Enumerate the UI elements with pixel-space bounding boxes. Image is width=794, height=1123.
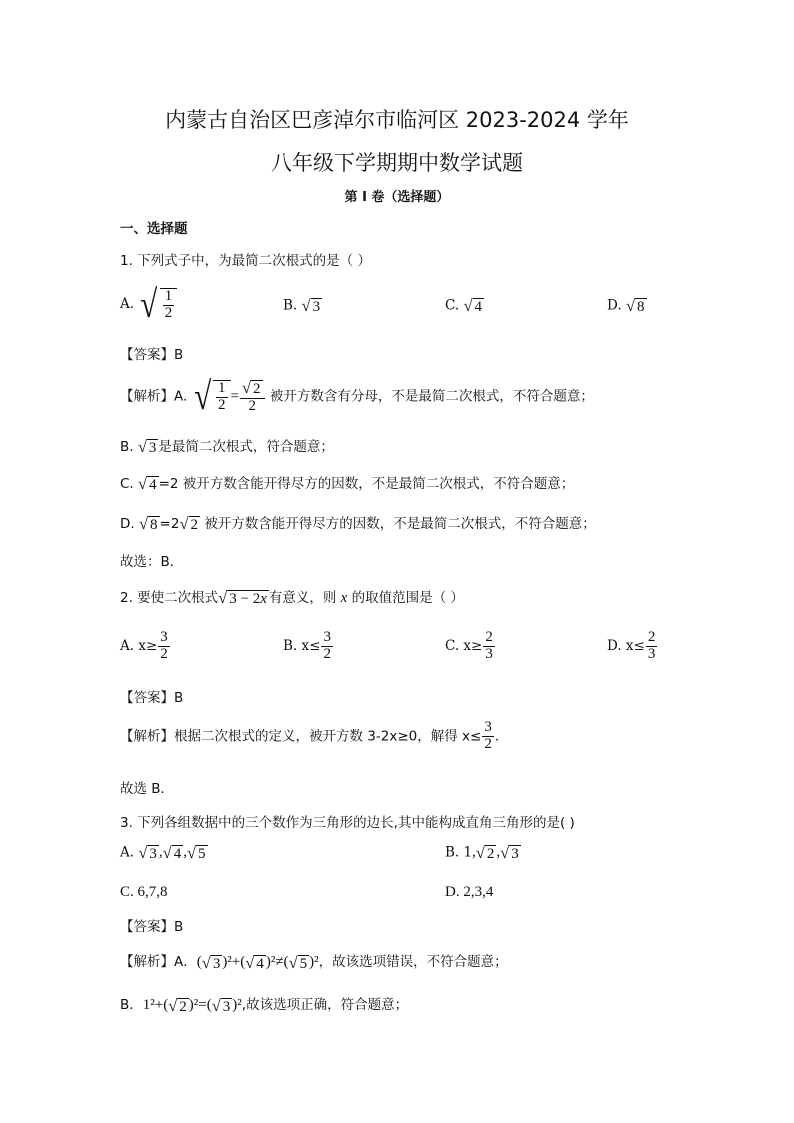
fraction: $\frac{2}{3}$ — [485, 629, 493, 662]
sqrt-expression: √ 8 — [625, 296, 645, 315]
sqrt-expression: √ 4 — [463, 296, 482, 315]
section-heading: 一、选择题 — [120, 221, 188, 237]
stem-text: 2. 要使二次根式 — [120, 590, 219, 606]
q2-option-c — [445, 630, 496, 663]
sqrt-expression: √ 3 — [301, 296, 321, 315]
sqrt-expression: √ $\frac{1}{2}$ — [138, 285, 177, 324]
period: ． — [494, 728, 509, 745]
option-label: D. — [120, 516, 135, 532]
q2-explanation — [120, 720, 508, 753]
q3-option-d: D. 2,3,4 — [445, 884, 494, 900]
option-label: D. x≤ — [607, 637, 645, 654]
sqrt-expression: √ 3 — [137, 437, 157, 456]
stem-text: 有意义，则 — [268, 590, 337, 606]
option-label: B. — [283, 297, 298, 314]
q2-option-b — [283, 630, 334, 663]
option-label: B. 1 — [445, 844, 473, 861]
q2-option-d — [607, 630, 658, 663]
q1-option-c — [445, 296, 484, 316]
fraction: $\frac{2}{3}$ — [647, 629, 656, 662]
option-label: C. — [120, 476, 134, 492]
explanation-text: 被开方数含能开得尽方的因数，不是最简二次根式，不符合题意； — [204, 516, 596, 532]
q1-option-a — [120, 285, 177, 324]
option-label: A. x≥ — [120, 637, 158, 654]
q3-stem: 3. 下列各组数据中的三个数作为三角形的边长,其中能构成直角三角形的是( ) — [120, 815, 575, 831]
q2-conclusion: 故选 B． — [120, 781, 175, 797]
q3-option-a: A. √ 3 ,√ 4 ,√ 5 — [120, 843, 206, 862]
explanation-text: 被开方数含有分母，不是最简二次根式，不符合题意； — [269, 388, 594, 405]
fraction: $\frac{3}{2}$ — [160, 629, 168, 662]
sqrt-expression: √ 3 − 2x — [218, 588, 267, 607]
equals-text: =2 — [159, 516, 180, 532]
explanation-tag: 【解析】A． — [120, 954, 197, 970]
q1-conclusion: 故选：B． — [120, 554, 184, 570]
explanation-text: 是最简二次根式，符合题意； — [158, 439, 334, 455]
q3-answer: 【答案】B — [120, 919, 184, 935]
sqrt-expression: √ 2 — [179, 514, 199, 533]
stem-text: 的取值范围是（ ） — [351, 590, 464, 606]
explanation-text: ,故该选项正确，符合题意； — [241, 997, 409, 1013]
option-label: C. x≥ — [445, 637, 483, 654]
q3-explanation-a: 【解析】A．(√ 3 )²+(√ 4 )²≠(√ 5 )²，故该选项错误，不符合题意； — [120, 952, 508, 972]
sqrt-expression: √ $\frac{1}{2}$ — [192, 377, 231, 416]
explanation-text: 【解析】根据二次根式的定义，被开方数 3-2x≥0，解得 x≤ — [120, 728, 482, 745]
fraction: $\frac{√ 2}{2}$ — [240, 379, 265, 415]
fraction: $\frac{3}{2}$ — [323, 629, 331, 662]
q3-option-b: B. 1,√ 2 ,√ 3 — [445, 843, 519, 862]
explanation-text: ，故该选项错误，不符合题意； — [318, 954, 508, 970]
option-label: B. — [120, 439, 134, 455]
q1-explanation-d — [120, 512, 596, 534]
option-label: C. — [445, 297, 460, 314]
option-label: B. x≤ — [283, 637, 321, 654]
q1-explanation-b — [120, 435, 334, 457]
q3-option-c: C. 6,7,8 — [120, 884, 168, 900]
q1-answer: 【答案】B — [120, 347, 184, 363]
q2-option-a — [120, 630, 171, 663]
fraction: $\frac{3}{2}$ — [484, 719, 492, 752]
explanation-tag: B． — [120, 997, 143, 1013]
q1-option-b — [283, 296, 322, 316]
explanation-tag: 【解析】A. — [120, 388, 188, 405]
explanation-text: =2 被开方数含能开得尽方的因数，不是最简二次根式，不符合题意； — [158, 476, 575, 492]
q1-explanation-a: 【解析】A. √ $\frac{1}{2}$ = $\frac{√ 2}{2}$ 被开方数含有分母，不是最简二次根式，不符合题意； — [120, 375, 594, 418]
q2-stem — [120, 586, 464, 608]
q1-explanation-c — [120, 472, 574, 494]
sqrt-expression: √ 8 — [138, 514, 158, 533]
q1-option-d — [607, 296, 647, 316]
title-line2: 八年级下学期期中数学试题 — [271, 151, 523, 175]
option-label: A. — [120, 296, 135, 312]
q1-stem: 1. 下列式子中，为最简二次根式的是（ ） — [120, 253, 371, 269]
q2-answer: 【答案】B — [120, 690, 184, 706]
q3-explanation-b: B．1²+(√ 2 )²=(√ 3 )²,故该选项正确，符合题意； — [120, 995, 409, 1015]
sqrt-expression: √ 4 — [138, 474, 157, 493]
variable-x: x — [340, 590, 348, 606]
part-heading: 第 I 卷（选择题） — [344, 190, 450, 205]
title-line1: 内蒙古自治区巴彦淖尔市临河区 2023-2024 学年 — [165, 108, 629, 132]
option-label: A. — [120, 844, 135, 861]
option-label: D. — [607, 297, 622, 314]
